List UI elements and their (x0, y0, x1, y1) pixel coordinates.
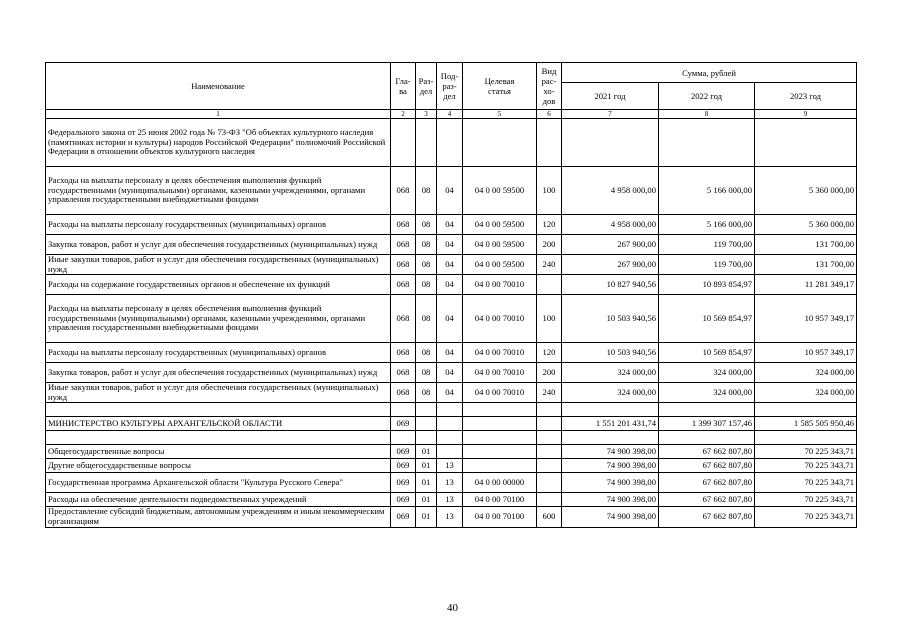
row-name: МИНИСТЕРСТВО КУЛЬТУРЫ АРХАНГЕЛЬСКОЙ ОБЛАСТИ (46, 417, 391, 431)
table-row (46, 445, 857, 459)
row-podrazdel: 04 (437, 275, 463, 295)
row-glava: 068 (391, 363, 416, 383)
row-glava: 068 (391, 255, 416, 275)
header-sum: Сумма, рублей (562, 63, 857, 83)
row-glava: 069 (391, 417, 416, 431)
row-sum-2021: 74 900 398,00 (562, 493, 659, 507)
header-glava: Гла- ва (391, 63, 416, 110)
column-index: 2 (391, 110, 416, 119)
row-sum-2021: 267 900,00 (562, 235, 659, 255)
table-row (46, 167, 857, 215)
row-sum-2022: 1 399 307 157,46 (659, 417, 755, 431)
header-razdel: Раз- дел (416, 63, 437, 110)
row-vid (537, 275, 562, 295)
row-sum-2023: 70 225 343,71 (755, 473, 857, 493)
row-name: Другие общегосударственные вопросы (46, 459, 391, 473)
row-statya (463, 431, 537, 445)
row-sum-2023: 10 957 349,17 (755, 295, 857, 343)
row-sum-2021: 74 900 398,00 (562, 473, 659, 493)
row-sum-2023 (755, 119, 857, 167)
row-podrazdel: 04 (437, 215, 463, 235)
row-statya (463, 403, 537, 417)
row-sum-2022: 67 662 807,80 (659, 473, 755, 493)
row-podrazdel (437, 403, 463, 417)
row-sum-2022 (659, 403, 755, 417)
row-name: Иные закупки товаров, работ и услуг для обеспечения государственных (муниципальных) нужд (46, 383, 391, 403)
row-statya: 04 0 00 70100 (463, 493, 537, 507)
row-sum-2022: 324 000,00 (659, 363, 755, 383)
row-podrazdel: 04 (437, 167, 463, 215)
row-sum-2023: 131 700,00 (755, 235, 857, 255)
row-statya (463, 417, 537, 431)
row-sum-2021 (562, 403, 659, 417)
row-vid (537, 459, 562, 473)
row-sum-2022: 10 893 854,97 (659, 275, 755, 295)
row-statya: 04 0 00 59500 (463, 167, 537, 215)
row-sum-2021: 10 827 940,56 (562, 275, 659, 295)
row-razdel: 08 (416, 215, 437, 235)
row-sum-2022: 10 569 854,97 (659, 295, 755, 343)
column-index: 4 (437, 110, 463, 119)
row-sum-2021: 74 900 398,00 (562, 459, 659, 473)
table-row (46, 459, 857, 473)
row-glava: 069 (391, 507, 416, 527)
row-statya (463, 119, 537, 167)
row-sum-2021: 4 958 000,00 (562, 167, 659, 215)
row-razdel: 08 (416, 235, 437, 255)
row-name: Расходы на выплаты персоналу государственных (муниципальных) органов (46, 215, 391, 235)
row-vid (537, 473, 562, 493)
table-row (46, 417, 857, 431)
row-vid (537, 431, 562, 445)
row-vid (537, 403, 562, 417)
table-row (46, 255, 857, 275)
row-vid: 100 (537, 167, 562, 215)
row-podrazdel (437, 417, 463, 431)
row-sum-2022: 324 000,00 (659, 383, 755, 403)
row-sum-2021: 267 900,00 (562, 255, 659, 275)
row-razdel: 01 (416, 459, 437, 473)
row-razdel: 08 (416, 295, 437, 343)
row-name (46, 403, 391, 417)
row-podrazdel (437, 431, 463, 445)
table-row (46, 215, 857, 235)
row-vid: 240 (537, 383, 562, 403)
row-name: Расходы на содержание государственных органов и обеспечение их функций (46, 275, 391, 295)
row-name (46, 431, 391, 445)
row-podrazdel: 13 (437, 473, 463, 493)
row-glava: 068 (391, 215, 416, 235)
row-podrazdel: 04 (437, 235, 463, 255)
budget-table (45, 62, 857, 528)
column-index: 3 (416, 110, 437, 119)
row-glava: 069 (391, 459, 416, 473)
row-sum-2021 (562, 431, 659, 445)
row-razdel: 08 (416, 255, 437, 275)
row-statya (463, 459, 537, 473)
row-razdel (416, 417, 437, 431)
row-sum-2022 (659, 431, 755, 445)
row-vid (537, 417, 562, 431)
row-razdel: 08 (416, 383, 437, 403)
row-statya: 04 0 00 70010 (463, 383, 537, 403)
row-glava (391, 403, 416, 417)
row-sum-2023: 5 360 000,00 (755, 167, 857, 215)
row-glava (391, 119, 416, 167)
header-vid: Вид рас- хо- дов (537, 63, 562, 110)
row-statya: 04 0 00 00000 (463, 473, 537, 493)
row-sum-2023: 131 700,00 (755, 255, 857, 275)
row-razdel (416, 403, 437, 417)
row-glava: 069 (391, 493, 416, 507)
row-sum-2021 (562, 119, 659, 167)
row-vid: 120 (537, 215, 562, 235)
row-sum-2023 (755, 403, 857, 417)
row-statya: 04 0 00 70010 (463, 275, 537, 295)
table-body (46, 119, 857, 528)
header-podrazdel: Под- раз- дел (437, 63, 463, 110)
row-sum-2021: 10 503 940,56 (562, 343, 659, 363)
row-vid (537, 445, 562, 459)
row-statya (463, 445, 537, 459)
row-name: Закупка товаров, работ и услуг для обеспечения государственных (муниципальных) нужд (46, 235, 391, 255)
row-sum-2022 (659, 119, 755, 167)
row-name: Государственная программа Архангельской области "Культура Русского Севера" (46, 473, 391, 493)
row-sum-2023: 70 225 343,71 (755, 445, 857, 459)
row-sum-2023: 324 000,00 (755, 363, 857, 383)
row-name: Расходы на выплаты персоналу государственных (муниципальных) органов (46, 343, 391, 363)
row-podrazdel: 13 (437, 507, 463, 527)
row-statya: 04 0 00 59500 (463, 215, 537, 235)
row-sum-2021: 324 000,00 (562, 383, 659, 403)
column-index-row (46, 110, 857, 119)
row-podrazdel (437, 445, 463, 459)
row-glava: 068 (391, 295, 416, 343)
row-sum-2023: 70 225 343,71 (755, 493, 857, 507)
row-name: Предоставление субсидий бюджетным, автономным учреждениям и иным некоммерческим организациям (46, 507, 391, 527)
row-statya: 04 0 00 59500 (463, 235, 537, 255)
row-podrazdel: 04 (437, 363, 463, 383)
row-sum-2023: 70 225 343,71 (755, 459, 857, 473)
column-index: 1 (46, 110, 391, 119)
page-number: 40 (447, 602, 458, 614)
spacer-row (46, 403, 857, 417)
row-sum-2022: 119 700,00 (659, 255, 755, 275)
row-podrazdel: 13 (437, 493, 463, 507)
row-vid: 240 (537, 255, 562, 275)
row-razdel: 08 (416, 275, 437, 295)
table-row (46, 473, 857, 493)
row-sum-2021: 1 551 201 431,74 (562, 417, 659, 431)
row-podrazdel: 13 (437, 459, 463, 473)
row-statya: 04 0 00 70010 (463, 295, 537, 343)
row-sum-2022: 5 166 000,00 (659, 167, 755, 215)
row-razdel (416, 119, 437, 167)
row-vid (537, 493, 562, 507)
column-index: 8 (659, 110, 755, 119)
row-sum-2021: 74 900 398,00 (562, 445, 659, 459)
table-row (46, 507, 857, 527)
table-row (46, 493, 857, 507)
row-glava: 068 (391, 275, 416, 295)
row-sum-2022: 67 662 807,80 (659, 493, 755, 507)
row-glava (391, 431, 416, 445)
row-razdel: 01 (416, 507, 437, 527)
header-2021: 2021 год (562, 83, 659, 110)
row-sum-2023: 1 585 505 950,46 (755, 417, 857, 431)
column-index: 7 (562, 110, 659, 119)
row-sum-2021: 324 000,00 (562, 363, 659, 383)
row-sum-2022: 5 166 000,00 (659, 215, 755, 235)
row-vid: 100 (537, 295, 562, 343)
row-sum-2022: 10 569 854,97 (659, 343, 755, 363)
row-glava: 068 (391, 235, 416, 255)
row-statya: 04 0 00 70010 (463, 363, 537, 383)
row-vid: 200 (537, 363, 562, 383)
row-statya: 04 0 00 70100 (463, 507, 537, 527)
row-razdel: 01 (416, 493, 437, 507)
row-sum-2023: 324 000,00 (755, 383, 857, 403)
row-name: Расходы на выплаты персоналу в целях обеспечения выполнения функций государственными (муниципальными) органами, казенными учреждениями, органами управления государственными внебюджетными фондами (46, 295, 391, 343)
row-statya: 04 0 00 70010 (463, 343, 537, 363)
header-statya: Целевая статья (463, 63, 537, 110)
column-index: 9 (755, 110, 857, 119)
row-name: Общегосударственные вопросы (46, 445, 391, 459)
row-glava: 068 (391, 167, 416, 215)
row-sum-2021: 4 958 000,00 (562, 215, 659, 235)
row-name: Расходы на выплаты персоналу в целях обеспечения выполнения функций государственными (муниципальными) органами, казенными учреждениями, органами управления государственными внебюджетными фондами (46, 167, 391, 215)
row-vid (537, 119, 562, 167)
table-row (46, 383, 857, 403)
row-razdel (416, 431, 437, 445)
row-razdel: 08 (416, 343, 437, 363)
header-2022: 2022 год (659, 83, 755, 110)
header-2023: 2023 год (755, 83, 857, 110)
row-sum-2022: 67 662 807,80 (659, 459, 755, 473)
table-row (46, 343, 857, 363)
row-name: Расходы на обеспечение деятельности подведомственных учреждений (46, 493, 391, 507)
row-glava: 069 (391, 445, 416, 459)
row-razdel: 01 (416, 473, 437, 493)
row-sum-2023: 10 957 349,17 (755, 343, 857, 363)
row-razdel: 08 (416, 363, 437, 383)
table-row (46, 363, 857, 383)
row-sum-2022: 67 662 807,80 (659, 445, 755, 459)
row-glava: 068 (391, 343, 416, 363)
row-name: Иные закупки товаров, работ и услуг для обеспечения государственных (муниципальных) нужд (46, 255, 391, 275)
row-podrazdel: 04 (437, 255, 463, 275)
spacer-row (46, 431, 857, 445)
row-sum-2021: 10 503 940,56 (562, 295, 659, 343)
row-glava: 068 (391, 383, 416, 403)
column-index: 6 (537, 110, 562, 119)
row-name: Федерального закона от 25 июня 2002 года № 73-ФЗ "Об объектах культурного наследия (памятниках истории и культуры) народов Российской Федерации" полномочий Российской Федерации в отношении объектов культурного наследия (46, 119, 391, 167)
row-podrazdel (437, 119, 463, 167)
table-row (46, 295, 857, 343)
row-sum-2023: 11 281 349,17 (755, 275, 857, 295)
row-vid: 120 (537, 343, 562, 363)
row-sum-2022: 67 662 807,80 (659, 507, 755, 527)
row-podrazdel: 04 (437, 383, 463, 403)
row-sum-2021: 74 900 398,00 (562, 507, 659, 527)
row-sum-2023 (755, 431, 857, 445)
row-sum-2023: 5 360 000,00 (755, 215, 857, 235)
row-razdel: 01 (416, 445, 437, 459)
row-glava: 069 (391, 473, 416, 493)
column-index: 5 (463, 110, 537, 119)
row-sum-2022: 119 700,00 (659, 235, 755, 255)
row-statya: 04 0 00 59500 (463, 255, 537, 275)
row-sum-2023: 70 225 343,71 (755, 507, 857, 527)
table-row (46, 119, 857, 167)
row-name: Закупка товаров, работ и услуг для обеспечения государственных (муниципальных) нужд (46, 363, 391, 383)
row-podrazdel: 04 (437, 343, 463, 363)
row-vid: 200 (537, 235, 562, 255)
table-row (46, 275, 857, 295)
header-name: Наименование (46, 63, 391, 110)
row-vid: 600 (537, 507, 562, 527)
row-razdel: 08 (416, 167, 437, 215)
table-row (46, 235, 857, 255)
row-podrazdel: 04 (437, 295, 463, 343)
